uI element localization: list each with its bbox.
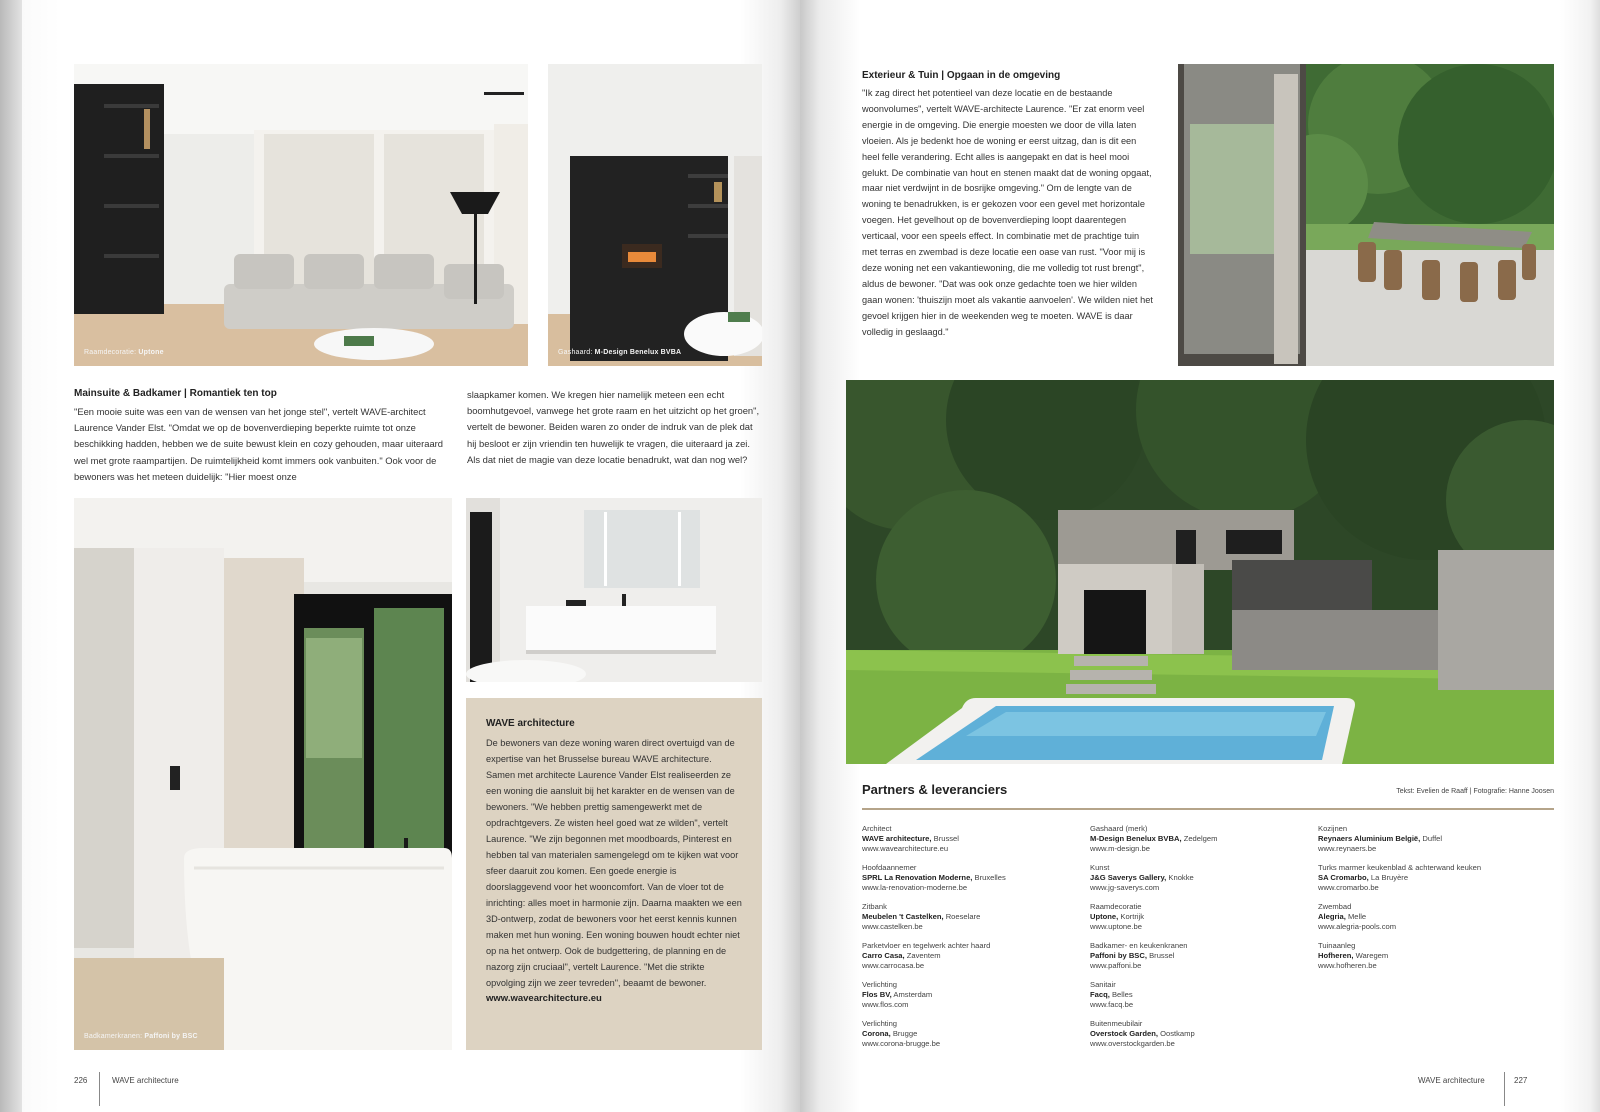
photo-credit-fireplace: Gashaard: M-Design Benelux BVBA (558, 349, 682, 356)
partners-title: Partners & leveranciers (862, 782, 1008, 797)
folio-divider-right (1504, 1072, 1505, 1106)
body-text-col1: "Een mooie suite was een van de wensen van het jonge stel", vertelt WAVE-architect Laurence Vander Elst. "Omdat we op de bovenverdieping beperkte ruimte tot onze beschikking hadden, hebben we de suite bewust klein en cozy gehouden, maar uiteraard wel met grote raampartijen. De ruimtelijkheid komt immers ook vanbuiten." Ook voor de bewoners was het meteen duidelijk: "Hier moest onze (74, 406, 443, 482)
photo-credit-living: Raamdecoratie: Uptone (84, 349, 164, 356)
partner-url[interactable]: www.wavearchitecture.eu (862, 844, 949, 853)
partner-role: Turks marmer keukenblad & achterwand keuken (1318, 863, 1482, 872)
partner-name: Corona, (862, 1029, 891, 1038)
partner-entry (862, 980, 1087, 1010)
partner-name-line (1318, 834, 1543, 844)
right-page (800, 0, 1600, 1112)
partner-entry (1090, 980, 1315, 1010)
partner-url[interactable]: www.hofheren.be (1318, 961, 1377, 970)
partner-city: Roeselare (945, 912, 981, 921)
wave-box-url[interactable]: www.wavearchitecture.eu (486, 993, 602, 1004)
folio-label-right: WAVE architecture (1418, 1076, 1485, 1085)
partner-url[interactable]: www.la-renovation-moderne.be (862, 883, 968, 892)
partner-name-line (1090, 873, 1315, 883)
partner-entry (1090, 941, 1315, 971)
partner-name-line (1090, 912, 1315, 922)
partner-role: Sanitair (1090, 980, 1116, 989)
partner-name-line (1318, 873, 1543, 883)
partner-city: Brussel (1149, 951, 1175, 960)
partner-name: SPRL La Renovation Moderne, (862, 873, 973, 882)
partner-url[interactable]: www.carrocasa.be (862, 961, 925, 970)
bathroom-vanity-photo (466, 498, 762, 682)
partner-city: Zedelgem (1183, 834, 1218, 843)
partner-city: Waregem (1355, 951, 1389, 960)
bedroom-bathtub-photo (74, 498, 452, 1050)
partners-column-1 (862, 824, 1087, 1058)
partner-role: Kozijnen (1318, 824, 1348, 833)
partner-city: Kortrijk (1120, 912, 1145, 921)
page-number-right: 227 (1514, 1076, 1528, 1085)
page-number-left: 226 (74, 1076, 88, 1085)
partner-role: Hoofdaannemer (862, 863, 917, 872)
partner-name: WAVE architecture, (862, 834, 932, 843)
partner-name: Overstock Garden, (1090, 1029, 1158, 1038)
partner-name-line (1090, 951, 1315, 961)
text-photo-credits: Tekst: Evelien de Raaff | Fotografie: Hanne Joosen (1396, 788, 1554, 795)
partner-role: Architect (862, 824, 892, 833)
partner-entry (1090, 1019, 1315, 1049)
partner-role: Buitenmeubilair (1090, 1019, 1143, 1028)
partner-name-line (862, 951, 1087, 961)
partner-url[interactable]: www.uptone.be (1090, 922, 1142, 931)
partner-url[interactable]: www.jg-saverys.com (1090, 883, 1160, 892)
partner-name-line (862, 912, 1087, 922)
partner-name: SA Cromarbo, (1318, 873, 1369, 882)
partner-name-line (1318, 912, 1543, 922)
partner-url[interactable]: www.reynaers.be (1318, 844, 1377, 853)
partner-name: Paffoni by BSC, (1090, 951, 1147, 960)
partner-entry (862, 941, 1087, 971)
wave-box-text: De bewoners van deze woning waren direct overtuigd van de expertise van het Brusselse bureau WAVE architecture. Samen met architecte Laurence Vander Elst realiseerden ze een woning die aansluit bij het karakter en de wensen van de bewoners. "We hebben prettig samengewerkt met de opdrachtgevers. Ze wisten heel goed wat ze wilden", vertelt Laurence. "We zijn begonnen met moodboards, Pinterest en hebben tal van materialen samengelegd om te kijken wat voor sfeer daaruit zou komen. Een goede energie is doorslaggevend voor het wooncomfort. Van de vloer tot de inrichting: alles moet in harmonie zijn. Daarna maakten we een 3D-ontwerp, zodat de bewoners voor het eerst kennis kunnen maken met hun woning. Een woning bouwen houdt echter niet op na het ontwerp. Ook de budgettering, de planning en de nazorg zijn cruciaal", vertelt Laurence. "Met die strikte opvolging zijn we zeer tevreden", beaamt de bewoner. (486, 738, 742, 988)
partner-name: Hofheren, (1318, 951, 1354, 960)
partner-name: Carro Casa, (862, 951, 905, 960)
partner-entry (862, 824, 1087, 854)
partner-role: Verlichting (862, 980, 898, 989)
partners-divider (862, 808, 1554, 810)
folio-divider-left (99, 1072, 100, 1106)
partner-url[interactable]: www.facq.be (1090, 1000, 1134, 1009)
terrace-photo (1178, 64, 1554, 366)
partner-name-line (862, 834, 1087, 844)
partner-name-line (862, 1029, 1087, 1039)
folio-label-left: WAVE architecture (112, 1076, 179, 1085)
wave-box-title: WAVE architecture (486, 718, 575, 729)
partner-name-line (1090, 1029, 1315, 1039)
partner-name-line (862, 990, 1087, 1000)
partner-entry (862, 863, 1087, 893)
partner-role: Gashaard (merk) (1090, 824, 1148, 833)
partner-role: Raamdecoratie (1090, 902, 1142, 911)
partners-column-3 (1318, 824, 1543, 980)
partner-role: Badkamer- en keukenkranen (1090, 941, 1188, 950)
partner-name: Alegria, (1318, 912, 1346, 921)
fireplace-photo (548, 64, 762, 366)
body-text-exterieur: "Ik zag direct het potentieel van deze locatie en de bestaande woonvolumes", vertelt WAVE-architecte Laurence. "Er zat enorm veel energie in de omgeving. Die energie moesten we door de villa laten vloeien. Als je bedenkt hoe de woning er eerst uitzag, dan is dit een heel felle verandering. Echt alles is aangepakt en dat is heel mooi gelukt. De combinatie van hout en stenen maakt dat de woning opgaat, maar niet verdwijnt in de bosrijke omgeving." Om de lengte van de woning te benadrukken, is er gekozen voor een gevel met horizontale voegen. Het gevelhout op de bovenverdieping loopt daarentegen verticaal, voor een speels effect. In combinatie met de prachtige tuin met terras en zwembad is deze locatie een oase van rust. "Voor mij is deze woning net een vakantiewoning, die me volledig tot rust brengt", aldus de bewoner. "Dat was ook onze gedachte toen we hier wilden gaan wonen: 'thuiszijn moet als vakantie aanvoelen'. We wilden niet het gevoel krijgen hier in de weekenden weg te moeten. WAVE is daar volledig in geslaagd." (862, 88, 1153, 337)
partner-name: M-Design Benelux BVBA, (1090, 834, 1182, 843)
partner-role: Zitbank (862, 902, 887, 911)
partner-name: Meubelen 't Castelken, (862, 912, 944, 921)
partner-url[interactable]: www.cromarbo.be (1318, 883, 1379, 892)
partner-url[interactable]: www.alegria-pools.com (1318, 922, 1397, 931)
partner-url[interactable]: www.flos.com (862, 1000, 909, 1009)
partner-entry (1318, 902, 1543, 932)
wave-architecture-box (466, 698, 762, 1050)
partner-name-line (1090, 834, 1315, 844)
partner-entry (1090, 863, 1315, 893)
partner-city: Duffel (1422, 834, 1443, 843)
partner-role: Tuinaanleg (1318, 941, 1356, 950)
partner-city: Oostkamp (1160, 1029, 1195, 1038)
house-exterior-photo (846, 380, 1554, 764)
partner-name: Facq, (1090, 990, 1110, 999)
partner-city: Zaventem (906, 951, 941, 960)
partner-entry (862, 902, 1087, 932)
partner-name-line (862, 873, 1087, 883)
partner-city: Brussel (933, 834, 959, 843)
partner-url[interactable]: www.corona-brugge.be (862, 1039, 941, 1048)
partner-role: Verlichting (862, 1019, 898, 1028)
partner-url[interactable]: www.overstockgarden.be (1090, 1039, 1175, 1048)
partners-column-2 (1090, 824, 1315, 1058)
body-text-col2: slaapkamer komen. We kregen hier namelijk meteen een echt boomhutgevoel, vanwege het grote raam en het uitzicht op het groen", vertelt de bewoner. Beiden waren zo onder de indruk van de plek dat hij besloot er zijn vriendin ten huwelijk te vragen, die uiteraard ja zei. Als dat niet de magie van deze locatie benadrukt, wat dan nog wel? (467, 389, 760, 465)
partner-name-line (1318, 951, 1543, 961)
partner-entry (1318, 863, 1543, 893)
partner-city: Melle (1347, 912, 1367, 921)
partner-role: Kunst (1090, 863, 1110, 872)
partner-name: Reynaers Aluminium België, (1318, 834, 1421, 843)
partner-role: Zwembad (1318, 902, 1352, 911)
partner-entry (862, 1019, 1087, 1049)
partner-entry (1090, 902, 1315, 932)
partner-name: Uptone, (1090, 912, 1119, 921)
partner-url[interactable]: www.paffoni.be (1090, 961, 1142, 970)
partner-entry (1318, 941, 1543, 971)
partner-city: Bruxelles (974, 873, 1006, 882)
partner-name: J&G Saverys Gallery, (1090, 873, 1167, 882)
partner-name: Flos BV, (862, 990, 892, 999)
partner-city: Knokke (1168, 873, 1194, 882)
partner-entry (1090, 824, 1315, 854)
partner-city: La Bruyère (1370, 873, 1409, 882)
partner-entry (1318, 824, 1543, 854)
partner-role: Parketvloer en tegelwerk achter haard (862, 941, 991, 950)
photo-credit-bath: Badkamerkranen: Paffoni by BSC (84, 1033, 198, 1040)
partner-city: Belles (1111, 990, 1133, 999)
partner-name-line (1090, 990, 1315, 1000)
section-heading-exterieur: Exterieur & Tuin | Opgaan in de omgeving (862, 70, 1061, 81)
partner-url[interactable]: www.castelken.be (862, 922, 923, 931)
section-heading-mainsuite: Mainsuite & Badkamer | Romantiek ten top (74, 388, 277, 399)
partner-url[interactable]: www.m-design.be (1090, 844, 1150, 853)
partner-city: Brugge (892, 1029, 918, 1038)
page-edge (0, 0, 22, 1112)
living-room-photo (74, 64, 528, 366)
partner-city: Amsterdam (893, 990, 933, 999)
